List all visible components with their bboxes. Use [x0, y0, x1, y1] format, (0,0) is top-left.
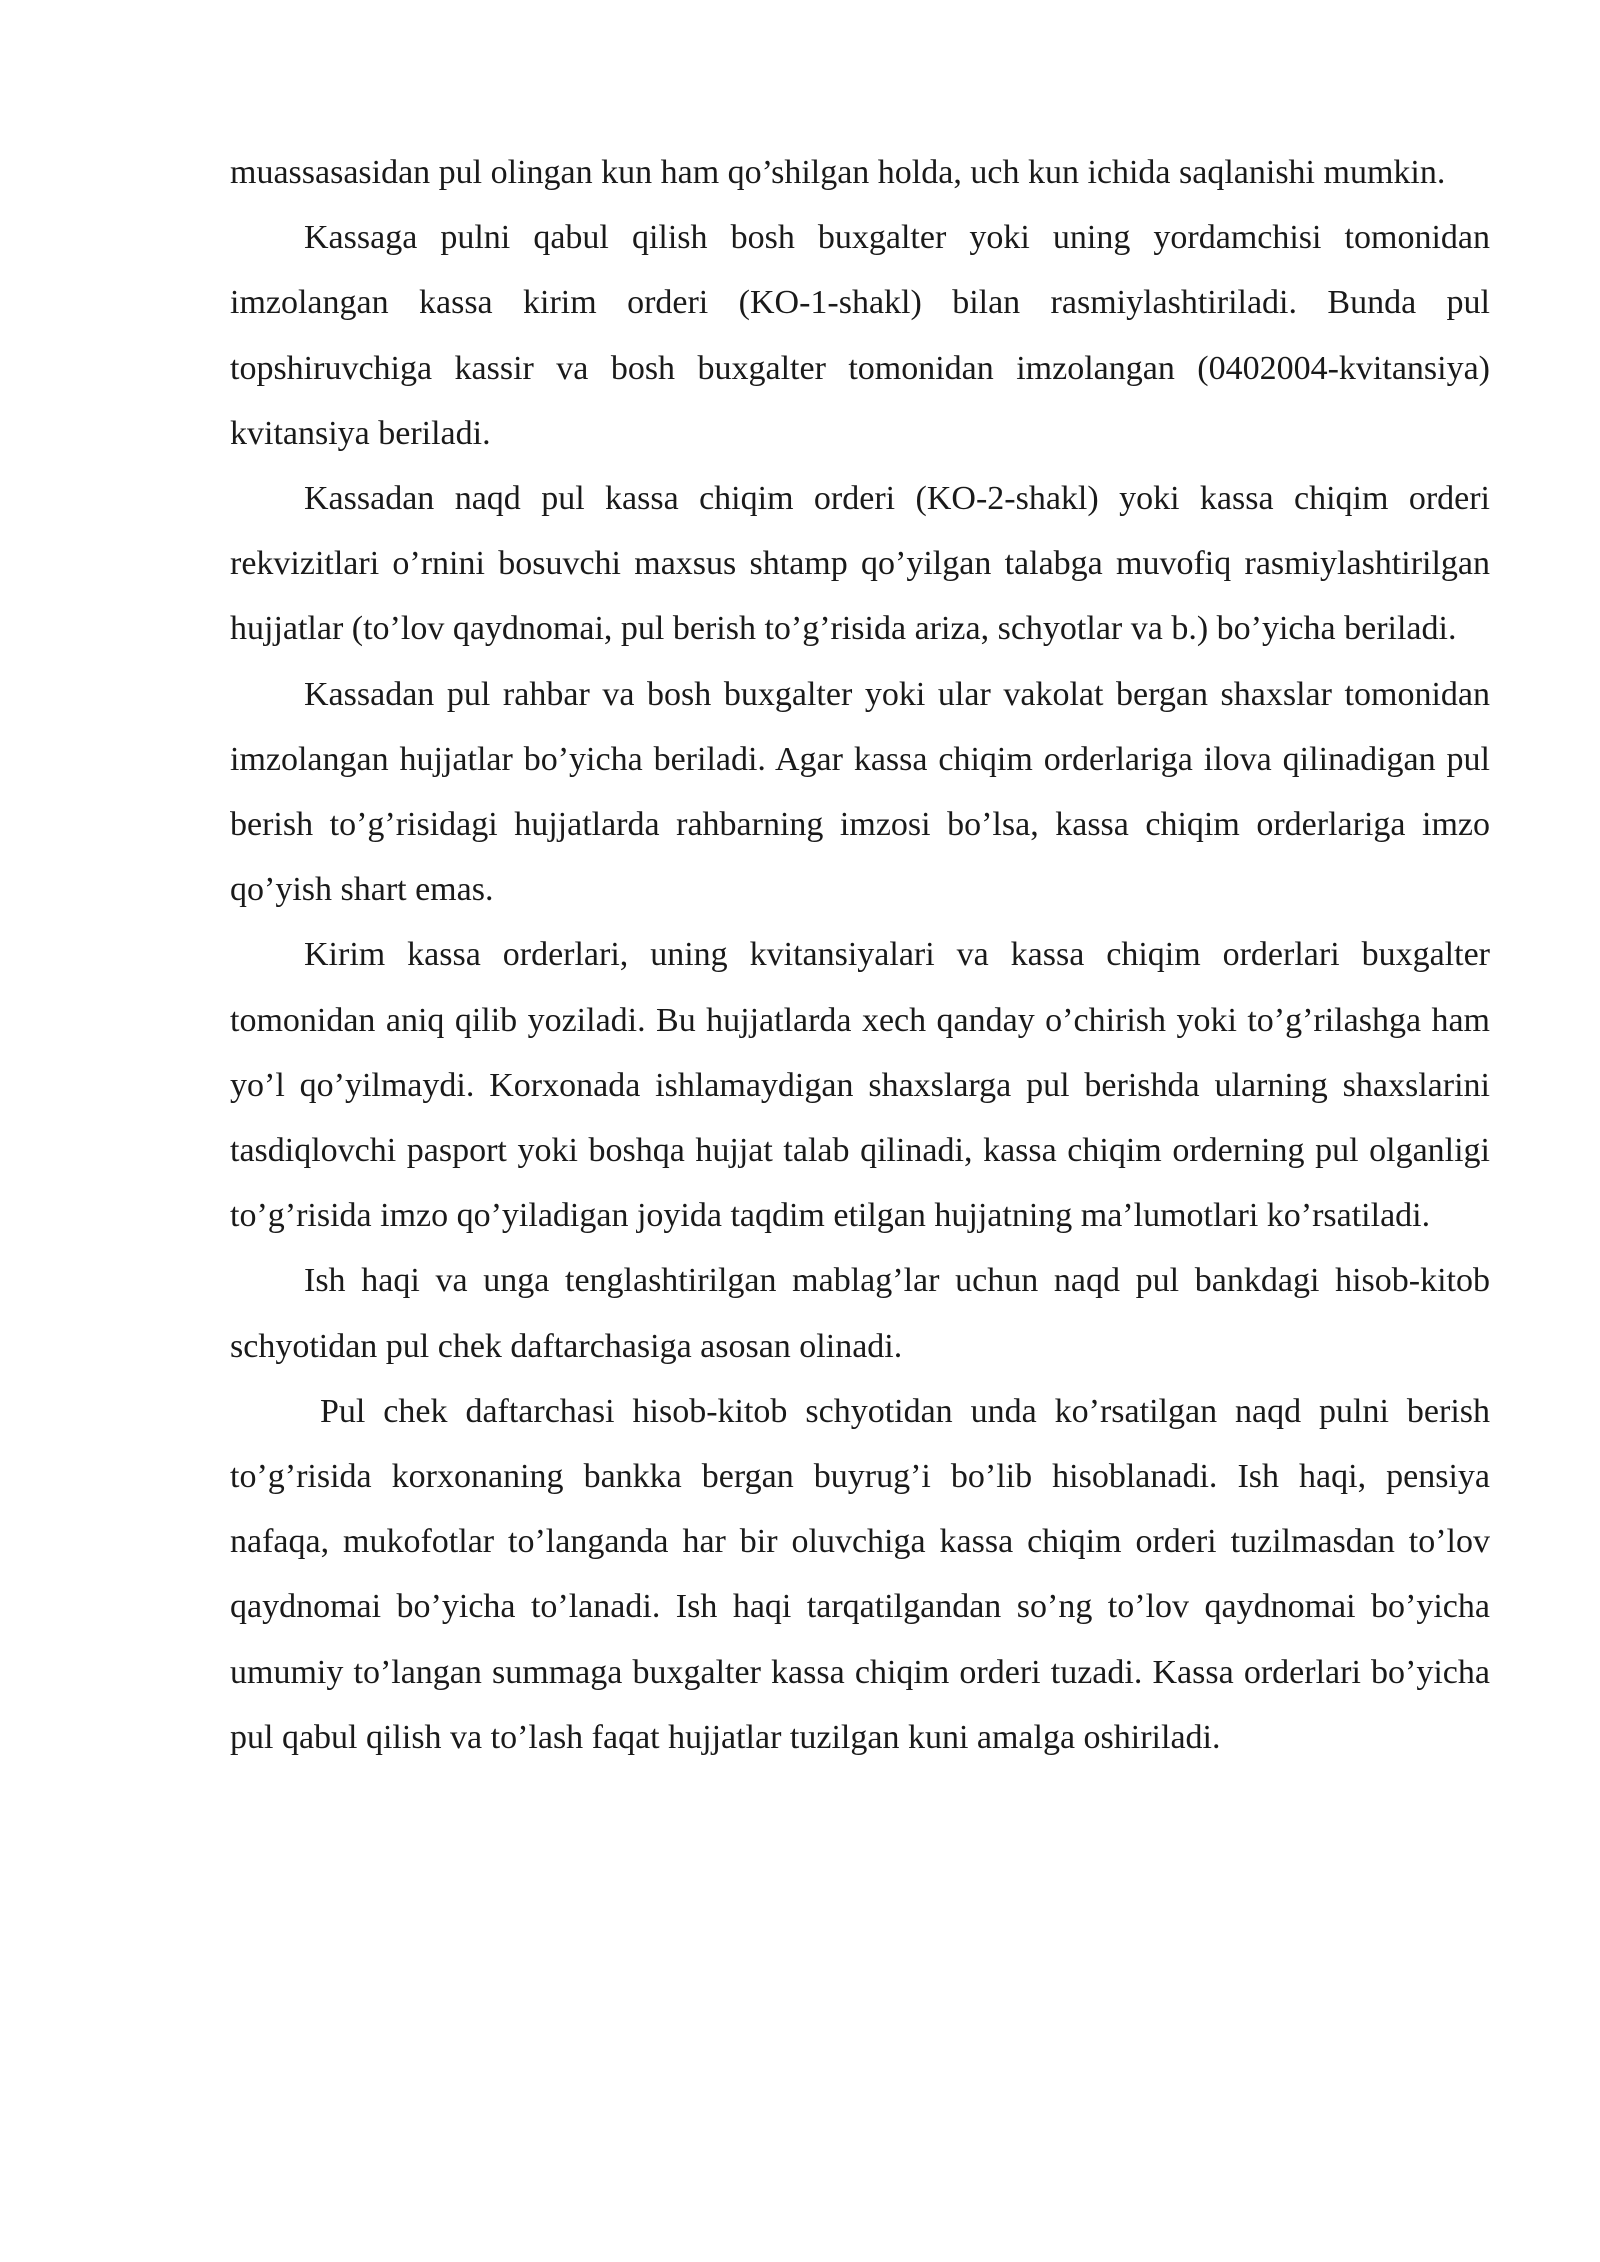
paragraph-4: Kassadan pul rahbar va bosh buxgalter yoki ular vakolat bergan shaxslar tomonidan imzolangan hujjatlar bo’yicha beriladi. Agar kassa chiqim orderlariga ilova qilinadigan pul berish to’g’risidagi hujjatlarda rahbarning imzosi bo’lsa, kassa chiqim orderlariga imzo qo’yish shart emas. — [230, 675, 1490, 909]
paragraph-5: Kirim kassa orderlari, uning kvitansiyalari va kassa chiqim orderlari buxgalter tomonidan aniq qilib yoziladi. Bu hujjatlarda xech qanday o’chirish yoki to’g’rilashga ham yo’l qo’yilmaydi. Korxonada ishlamaydigan shaxslarga pul berishda ularning shaxslarini tasdiqlovchi pasport yoki boshqa hujjat talab qilinadi, kassa chiqim orderning pul olganligi to’g’risida imzo qo’yiladigan joyida taqdim etilgan hujjatning ma’lumotlari ko’rsatiladi. — [230, 936, 1490, 1235]
paragraph-2: Kassaga pulni qabul qilish bosh buxgalter yoki uning yordamchisi tomonidan imzolangan kassa kirim orderi (KO-1-shakl) bilan rasmiylashtiriladi. Bunda pul topshiruvchiga kassir va bosh buxgalter tomonidan imzolangan (0402004-kvitansiya) kvitansiya beriladi. — [230, 219, 1490, 452]
paragraph-1: muassasasidan pul olingan kun ham qo’shilgan holda, uch kun ichida saqlanishi mumkin. — [230, 154, 1446, 191]
paragraph-7: Pul chek daftarchasi hisob-kitob schyotidan unda ko’rsatilgan naqd pulni berish to’g’risida korxonaning bankka bergan buyrug’i bo’lib hisoblanadi. Ish haqi, pensiya nafaqa, mukofotlar to’langanda har bir oluvchiga kassa chiqim orderi tuzilmasdan to’lov qaydnomai bo’yicha to’lanadi. Ish haqi tarqatilgandan so’ng to’lov qaydnomai bo’yicha umumiy to’langan summaga buxgalter kassa chiqim orderi tuzadi. Kassa orderlari bo’yicha pul qabul qilish va to’lash faqat hujjatlar tuzilgan kuni amalga oshiriladi. — [230, 1392, 1490, 1756]
document-page — [230, 140, 1490, 1770]
paragraph-3: Kassadan naqd pul kassa chiqim orderi (KO-2-shakl) yoki kassa chiqim orderi rekvizitlari o’rnini bosuvchi maxsus shtamp qo’yilgan talabga muvofiq rasmiylashtirilgan hujjatlar (to’lov qaydnomai, pul berish to’g’risida ariza, schyotlar va b.) bo’yicha beriladi. — [230, 480, 1490, 648]
paragraph-6: Ish haqi va unga tenglashtirilgan mablag’lar uchun naqd pul bankdagi hisob-kitob schyotidan pul chek daftarchasiga asosan olinadi. — [230, 1262, 1490, 1365]
